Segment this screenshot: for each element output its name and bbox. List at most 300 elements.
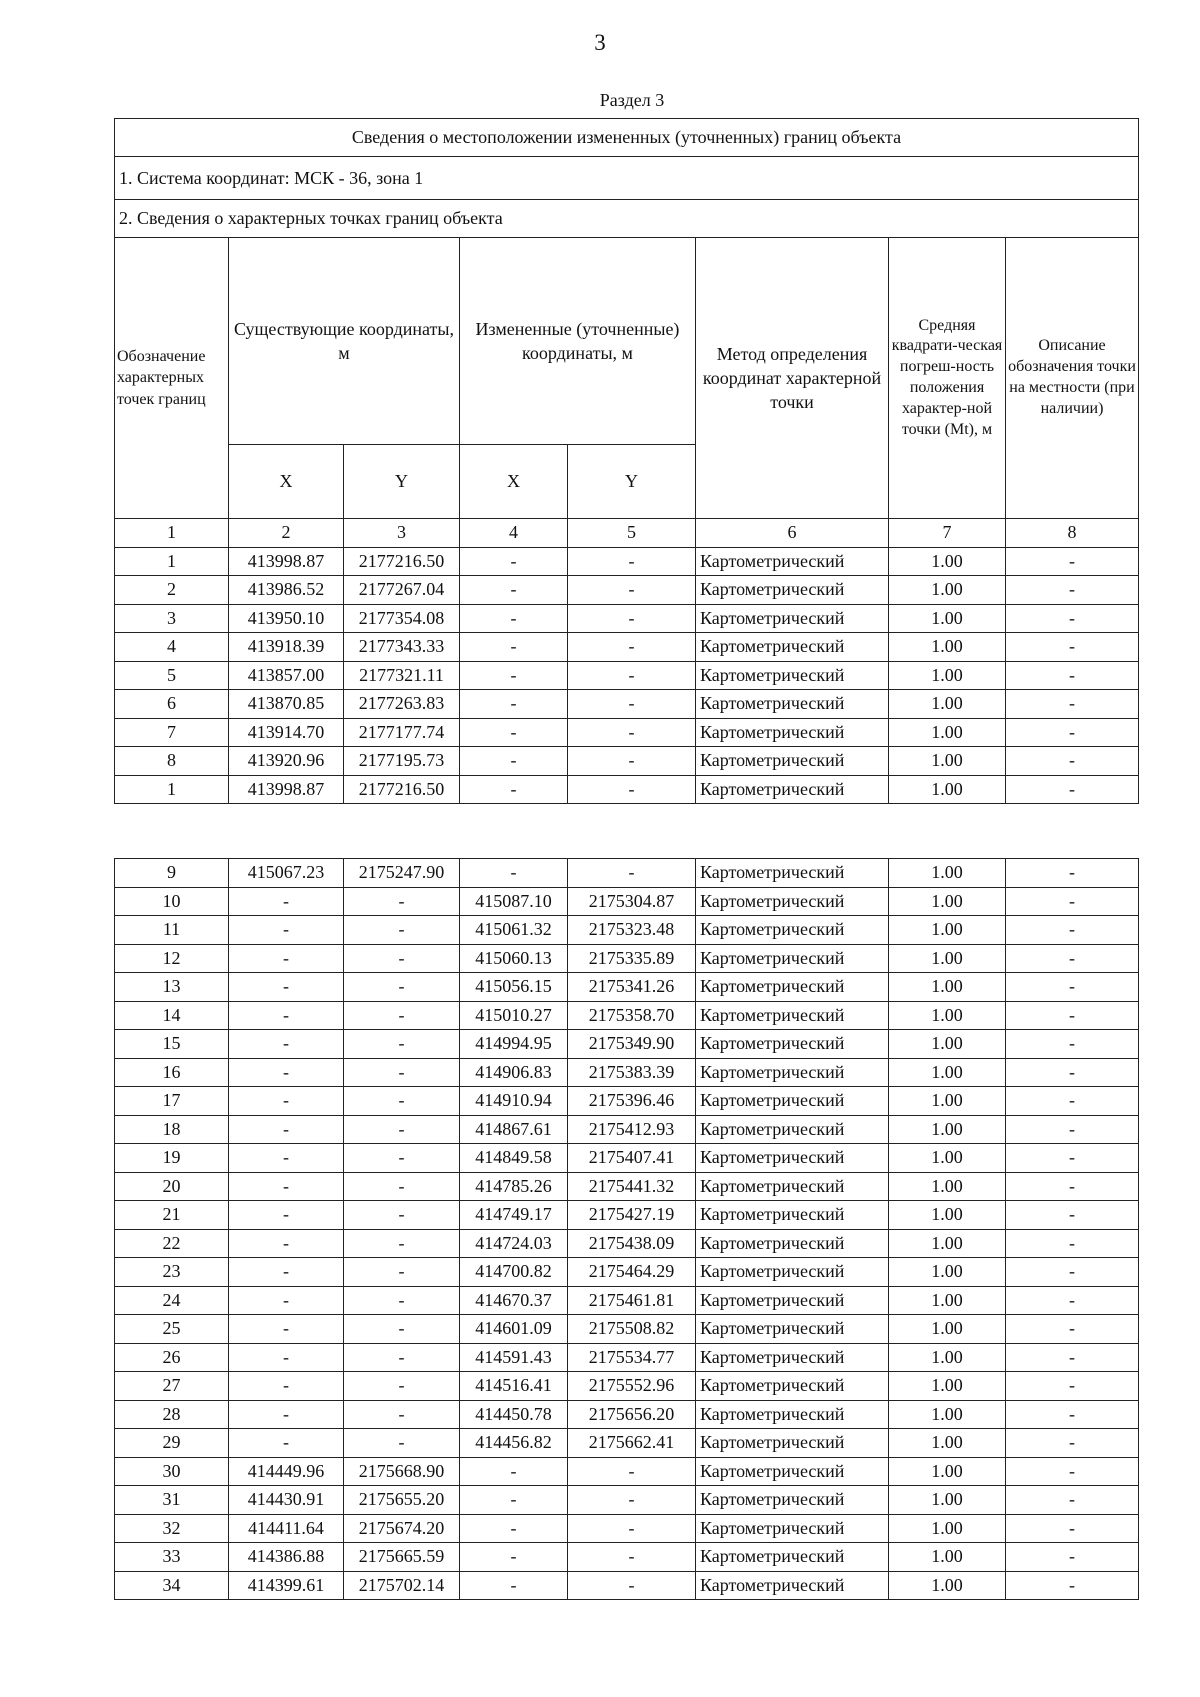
method-cell: Картометрический (696, 1514, 889, 1543)
point-number-cell: 23 (115, 1258, 229, 1287)
existing-y-cell: - (344, 1400, 460, 1429)
section-label: Раздел 3 (599, 90, 665, 110)
mean-error-cell: 1.00 (889, 1001, 1006, 1030)
point-number-cell: 33 (115, 1543, 229, 1572)
existing-y-cell: 2175665.59 (344, 1543, 460, 1572)
existing-y-cell: 2177321.11 (344, 661, 460, 690)
mean-error-cell: 1.00 (889, 1571, 1006, 1600)
column-number: 3 (344, 519, 460, 548)
point-number-cell: 27 (115, 1372, 229, 1401)
table-row (115, 718, 1139, 747)
description-cell: - (1006, 633, 1139, 662)
method-cell: Картометрический (696, 887, 889, 916)
description-cell: - (1006, 944, 1139, 973)
description-cell: - (1006, 1258, 1139, 1287)
col-header-changed: Измененные (уточненные) координаты, м (460, 238, 696, 445)
existing-y-cell: 2177195.73 (344, 747, 460, 776)
mean-error-cell: 1.00 (889, 859, 1006, 888)
existing-x-cell: 414411.64 (229, 1514, 344, 1543)
existing-y-cell: - (344, 1144, 460, 1173)
point-number-cell: 24 (115, 1286, 229, 1315)
mean-error-cell: 1.00 (889, 944, 1006, 973)
existing-x-cell: - (229, 944, 344, 973)
mean-error-cell: 1.00 (889, 1201, 1006, 1230)
changed-x-cell: 415060.13 (460, 944, 568, 973)
existing-x-cell: - (229, 1315, 344, 1344)
mean-error-cell: 1.00 (889, 916, 1006, 945)
changed-y-cell: 2175407.41 (568, 1144, 696, 1173)
changed-x-cell: 415087.10 (460, 887, 568, 916)
point-number-cell: 7 (115, 718, 229, 747)
column-number: 6 (696, 519, 889, 548)
existing-x-cell: 415067.23 (229, 859, 344, 888)
existing-y-cell: 2175668.90 (344, 1457, 460, 1486)
column-number: 8 (1006, 519, 1139, 548)
table-row (115, 576, 1139, 605)
existing-y-cell: - (344, 1030, 460, 1059)
changed-x-cell: 414700.82 (460, 1258, 568, 1287)
changed-x-cell: 414456.82 (460, 1429, 568, 1458)
table-row (115, 1514, 1139, 1543)
changed-y-cell: - (568, 747, 696, 776)
description-cell: - (1006, 916, 1139, 945)
point-number-cell: 20 (115, 1172, 229, 1201)
existing-x-cell: - (229, 1286, 344, 1315)
description-cell: - (1006, 1343, 1139, 1372)
point-number-cell: 29 (115, 1429, 229, 1458)
changed-x-cell: - (460, 775, 568, 804)
mean-error-cell: 1.00 (889, 1087, 1006, 1116)
changed-x-cell: - (460, 747, 568, 776)
table-row (115, 1486, 1139, 1515)
existing-y-cell: 2177267.04 (344, 576, 460, 605)
existing-y-cell: - (344, 1087, 460, 1116)
existing-x-cell: 414449.96 (229, 1457, 344, 1486)
existing-x-cell: - (229, 887, 344, 916)
description-cell: - (1006, 1400, 1139, 1429)
existing-x-cell: 413870.85 (229, 690, 344, 719)
method-cell: Картометрический (696, 1315, 889, 1344)
point-number-cell: 17 (115, 1087, 229, 1116)
table-row (115, 1172, 1139, 1201)
method-cell: Картометрический (696, 1258, 889, 1287)
mean-error-cell: 1.00 (889, 1258, 1006, 1287)
changed-x-cell: 414785.26 (460, 1172, 568, 1201)
table-row (115, 1201, 1139, 1230)
changed-y-cell: - (568, 718, 696, 747)
table-row (115, 973, 1139, 1002)
description-cell: - (1006, 1315, 1139, 1344)
method-cell: Картометрический (696, 747, 889, 776)
table-row (115, 1400, 1139, 1429)
existing-x-cell: 414430.91 (229, 1486, 344, 1515)
changed-x-cell: - (460, 1486, 568, 1515)
existing-x-cell: 414386.88 (229, 1543, 344, 1572)
changed-x-cell: 414591.43 (460, 1343, 568, 1372)
description-cell: - (1006, 973, 1139, 1002)
existing-x-cell: 413914.70 (229, 718, 344, 747)
changed-x-cell: 414601.09 (460, 1315, 568, 1344)
existing-x-cell: - (229, 1115, 344, 1144)
mean-error-cell: 1.00 (889, 1315, 1006, 1344)
changed-x-cell: 414450.78 (460, 1400, 568, 1429)
table-row (115, 1286, 1139, 1315)
existing-y-cell: - (344, 1201, 460, 1230)
existing-y-cell: - (344, 1315, 460, 1344)
col-header-method: Метод определения координат характерной точки (696, 238, 889, 519)
mean-error-cell: 1.00 (889, 1172, 1006, 1201)
changed-y-cell: 2175383.39 (568, 1058, 696, 1087)
mean-error-cell: 1.00 (889, 633, 1006, 662)
description-cell: - (1006, 1058, 1139, 1087)
changed-x-cell: 414906.83 (460, 1058, 568, 1087)
method-cell: Картометрический (696, 547, 889, 576)
description-cell: - (1006, 1514, 1139, 1543)
mean-error-cell: 1.00 (889, 1229, 1006, 1258)
changed-x-cell: 414749.17 (460, 1201, 568, 1230)
table-row (115, 775, 1139, 804)
changed-y-cell: 2175304.87 (568, 887, 696, 916)
method-cell: Картометрический (696, 690, 889, 719)
description-cell: - (1006, 1543, 1139, 1572)
description-cell: - (1006, 576, 1139, 605)
existing-y-cell: - (344, 1172, 460, 1201)
col-header-error: Средняя квадрати-ческая погреш-ность положения характер-ной точки (Mt), м (889, 238, 1006, 519)
method-cell: Картометрический (696, 1115, 889, 1144)
table-row (115, 604, 1139, 633)
existing-x-cell: - (229, 1229, 344, 1258)
changed-x-cell: - (460, 690, 568, 719)
point-number-cell: 9 (115, 859, 229, 888)
existing-x-cell: 413998.87 (229, 547, 344, 576)
existing-y-cell: 2175674.20 (344, 1514, 460, 1543)
description-cell: - (1006, 1144, 1139, 1173)
description-cell: - (1006, 690, 1139, 719)
mean-error-cell: 1.00 (889, 576, 1006, 605)
method-cell: Картометрический (696, 1343, 889, 1372)
changed-x-cell: 414670.37 (460, 1286, 568, 1315)
mean-error-cell: 1.00 (889, 1286, 1006, 1315)
method-cell: Картометрический (696, 944, 889, 973)
table-row (115, 887, 1139, 916)
page-number: 3 (594, 30, 606, 55)
changed-y-cell: - (568, 633, 696, 662)
changed-y-cell: - (568, 859, 696, 888)
method-cell: Картометрический (696, 1172, 889, 1201)
description-cell: - (1006, 859, 1139, 888)
existing-x-cell: - (229, 1201, 344, 1230)
table-row (115, 1543, 1139, 1572)
changed-x-cell: - (460, 1514, 568, 1543)
points-header-row: 2. Сведения о характерных точках границ объекта (115, 200, 1139, 238)
changed-y-cell: 2175461.81 (568, 1286, 696, 1315)
changed-y-cell: 2175323.48 (568, 916, 696, 945)
description-cell: - (1006, 1001, 1139, 1030)
description-cell: - (1006, 547, 1139, 576)
table-row (115, 1087, 1139, 1116)
mean-error-cell: 1.00 (889, 1543, 1006, 1572)
existing-y-cell: 2177216.50 (344, 775, 460, 804)
existing-y-cell: 2177177.74 (344, 718, 460, 747)
point-number-cell: 16 (115, 1058, 229, 1087)
existing-y-cell: - (344, 1115, 460, 1144)
changed-x-cell: 414724.03 (460, 1229, 568, 1258)
changed-y-cell: 2175335.89 (568, 944, 696, 973)
method-cell: Картометрический (696, 1486, 889, 1515)
existing-x-cell: - (229, 1372, 344, 1401)
existing-x-cell: - (229, 1030, 344, 1059)
existing-x-cell: 413998.87 (229, 775, 344, 804)
table-row (115, 1343, 1139, 1372)
changed-x-cell: - (460, 1457, 568, 1486)
point-number-cell: 1 (115, 775, 229, 804)
mean-error-cell: 1.00 (889, 1400, 1006, 1429)
table-row (115, 661, 1139, 690)
changed-x-cell: 414516.41 (460, 1372, 568, 1401)
existing-y-cell: 2175702.14 (344, 1571, 460, 1600)
description-cell: - (1006, 1087, 1139, 1116)
point-number-cell: 34 (115, 1571, 229, 1600)
existing-y-cell: - (344, 1058, 460, 1087)
method-cell: Картометрический (696, 576, 889, 605)
mean-error-cell: 1.00 (889, 1343, 1006, 1372)
point-number-cell: 26 (115, 1343, 229, 1372)
description-cell: - (1006, 1457, 1139, 1486)
changed-x-cell: 415061.32 (460, 916, 568, 945)
existing-x-cell: - (229, 1258, 344, 1287)
table-row (115, 1372, 1139, 1401)
existing-x-cell: 413920.96 (229, 747, 344, 776)
table-row (115, 1229, 1139, 1258)
table-row (115, 1429, 1139, 1458)
method-cell: Картометрический (696, 1457, 889, 1486)
changed-y-cell: 2175534.77 (568, 1343, 696, 1372)
point-number-cell: 3 (115, 604, 229, 633)
point-number-cell: 18 (115, 1115, 229, 1144)
mean-error-cell: 1.00 (889, 661, 1006, 690)
description-cell: - (1006, 604, 1139, 633)
existing-y-cell: - (344, 1343, 460, 1372)
changed-x-cell: - (460, 718, 568, 747)
point-number-cell: 15 (115, 1030, 229, 1059)
col-header-existing: Существующие координаты, м (229, 238, 460, 445)
changed-y-cell: - (568, 547, 696, 576)
mean-error-cell: 1.00 (889, 775, 1006, 804)
column-number: 5 (568, 519, 696, 548)
description-cell: - (1006, 1486, 1139, 1515)
table-row (115, 690, 1139, 719)
existing-y-cell: - (344, 973, 460, 1002)
point-number-cell: 13 (115, 973, 229, 1002)
method-cell: Картометрический (696, 661, 889, 690)
table-row (115, 1457, 1139, 1486)
existing-y-cell: - (344, 916, 460, 945)
point-number-cell: 2 (115, 576, 229, 605)
existing-x-cell: - (229, 916, 344, 945)
col-header-existing-y: Y (344, 445, 460, 519)
method-cell: Картометрический (696, 1229, 889, 1258)
existing-x-cell: - (229, 1001, 344, 1030)
point-number-cell: 14 (115, 1001, 229, 1030)
changed-x-cell: - (460, 1571, 568, 1600)
table-row (115, 1115, 1139, 1144)
point-number-cell: 28 (115, 1400, 229, 1429)
method-cell: Картометрический (696, 973, 889, 1002)
point-number-cell: 8 (115, 747, 229, 776)
mean-error-cell: 1.00 (889, 604, 1006, 633)
method-cell: Картометрический (696, 1543, 889, 1572)
description-cell: - (1006, 775, 1139, 804)
existing-y-cell: - (344, 1001, 460, 1030)
changed-y-cell: - (568, 1514, 696, 1543)
mean-error-cell: 1.00 (889, 973, 1006, 1002)
description-cell: - (1006, 1030, 1139, 1059)
table-row (115, 859, 1139, 888)
col-header-changed-y: Y (568, 445, 696, 519)
changed-y-cell: 2175341.26 (568, 973, 696, 1002)
changed-y-cell: 2175662.41 (568, 1429, 696, 1458)
existing-y-cell: - (344, 1258, 460, 1287)
col-header-description: Описание обозначения точки на местности (при наличии) (1006, 238, 1139, 519)
method-cell: Картометрический (696, 1286, 889, 1315)
table-row (115, 1001, 1139, 1030)
changed-y-cell: 2175438.09 (568, 1229, 696, 1258)
mean-error-cell: 1.00 (889, 1457, 1006, 1486)
existing-x-cell: - (229, 1400, 344, 1429)
table-row (115, 1030, 1139, 1059)
point-number-cell: 11 (115, 916, 229, 945)
method-cell: Картометрический (696, 1144, 889, 1173)
description-cell: - (1006, 747, 1139, 776)
changed-x-cell: - (460, 604, 568, 633)
description-cell: - (1006, 1201, 1139, 1230)
existing-x-cell: 413918.39 (229, 633, 344, 662)
point-number-cell: 31 (115, 1486, 229, 1515)
changed-x-cell: 414994.95 (460, 1030, 568, 1059)
existing-y-cell: 2177263.83 (344, 690, 460, 719)
column-number: 7 (889, 519, 1006, 548)
changed-x-cell: - (460, 576, 568, 605)
existing-y-cell: 2177354.08 (344, 604, 460, 633)
changed-y-cell: 2175552.96 (568, 1372, 696, 1401)
changed-y-cell: 2175427.19 (568, 1201, 696, 1230)
table-row (115, 1144, 1139, 1173)
changed-x-cell: - (460, 661, 568, 690)
existing-y-cell: - (344, 1372, 460, 1401)
mean-error-cell: 1.00 (889, 747, 1006, 776)
table-row (115, 1315, 1139, 1344)
table-row (115, 944, 1139, 973)
changed-y-cell: 2175412.93 (568, 1115, 696, 1144)
mean-error-cell: 1.00 (889, 1429, 1006, 1458)
changed-y-cell: 2175358.70 (568, 1001, 696, 1030)
existing-x-cell: - (229, 973, 344, 1002)
col-header-changed-x: X (460, 445, 568, 519)
description-cell: - (1006, 1115, 1139, 1144)
mean-error-cell: 1.00 (889, 718, 1006, 747)
changed-x-cell: 415010.27 (460, 1001, 568, 1030)
changed-y-cell: - (568, 576, 696, 605)
column-number-row (115, 519, 1139, 548)
description-cell: - (1006, 718, 1139, 747)
changed-y-cell: - (568, 1486, 696, 1515)
changed-x-cell: 414849.58 (460, 1144, 568, 1173)
existing-x-cell: - (229, 1429, 344, 1458)
mean-error-cell: 1.00 (889, 547, 1006, 576)
mean-error-cell: 1.00 (889, 1058, 1006, 1087)
column-number: 1 (115, 519, 229, 548)
existing-y-cell: 2175655.20 (344, 1486, 460, 1515)
existing-y-cell: 2177216.50 (344, 547, 460, 576)
boundary-points-table (114, 118, 1139, 804)
point-number-cell: 5 (115, 661, 229, 690)
table-row (115, 1258, 1139, 1287)
description-cell: - (1006, 661, 1139, 690)
changed-y-cell: - (568, 661, 696, 690)
existing-y-cell: - (344, 1429, 460, 1458)
changed-x-cell: 414910.94 (460, 1087, 568, 1116)
mean-error-cell: 1.00 (889, 1115, 1006, 1144)
method-cell: Картометрический (696, 1571, 889, 1600)
method-cell: Картометрический (696, 1429, 889, 1458)
table-row (115, 1058, 1139, 1087)
existing-y-cell: - (344, 944, 460, 973)
changed-y-cell: - (568, 604, 696, 633)
table-row (115, 547, 1139, 576)
point-number-cell: 19 (115, 1144, 229, 1173)
method-cell: Картометрический (696, 916, 889, 945)
existing-y-cell: 2175247.90 (344, 859, 460, 888)
existing-y-cell: - (344, 1286, 460, 1315)
changed-y-cell: - (568, 690, 696, 719)
method-cell: Картометрический (696, 1001, 889, 1030)
changed-y-cell: 2175508.82 (568, 1315, 696, 1344)
existing-x-cell: - (229, 1144, 344, 1173)
method-cell: Картометрический (696, 1372, 889, 1401)
changed-y-cell: - (568, 1457, 696, 1486)
changed-y-cell: 2175464.29 (568, 1258, 696, 1287)
changed-x-cell: - (460, 859, 568, 888)
changed-y-cell: 2175396.46 (568, 1087, 696, 1116)
method-cell: Картометрический (696, 633, 889, 662)
point-number-cell: 32 (115, 1514, 229, 1543)
description-cell: - (1006, 1372, 1139, 1401)
table-row (115, 1571, 1139, 1600)
boundary-points-table-continued (114, 858, 1139, 1600)
method-cell: Картометрический (696, 604, 889, 633)
method-cell: Картометрический (696, 718, 889, 747)
existing-x-cell: - (229, 1087, 344, 1116)
mean-error-cell: 1.00 (889, 1144, 1006, 1173)
mean-error-cell: 1.00 (889, 1372, 1006, 1401)
point-number-cell: 22 (115, 1229, 229, 1258)
point-number-cell: 10 (115, 887, 229, 916)
mean-error-cell: 1.00 (889, 1486, 1006, 1515)
existing-x-cell: 413986.52 (229, 576, 344, 605)
mean-error-cell: 1.00 (889, 1030, 1006, 1059)
existing-x-cell: 413857.00 (229, 661, 344, 690)
mean-error-cell: 1.00 (889, 1514, 1006, 1543)
method-cell: Картометрический (696, 1400, 889, 1429)
changed-y-cell: - (568, 1571, 696, 1600)
table-row (115, 633, 1139, 662)
description-cell: - (1006, 1429, 1139, 1458)
existing-x-cell: - (229, 1058, 344, 1087)
mean-error-cell: 1.00 (889, 887, 1006, 916)
existing-x-cell: 413950.10 (229, 604, 344, 633)
col-header-existing-x: X (229, 445, 344, 519)
changed-x-cell: - (460, 1543, 568, 1572)
